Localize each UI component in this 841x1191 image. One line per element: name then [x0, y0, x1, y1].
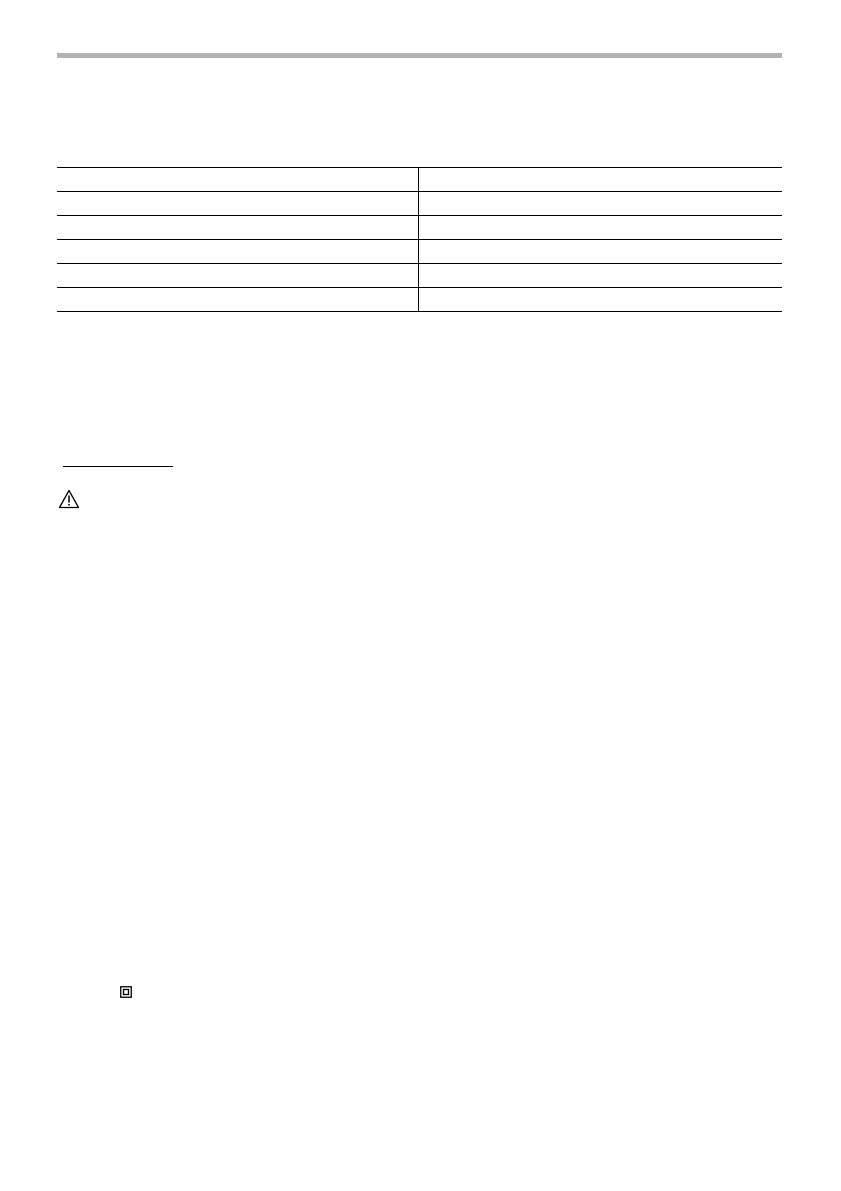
table-cell	[419, 168, 783, 192]
specification-table	[57, 167, 782, 312]
header-rule	[57, 53, 782, 58]
table-cell	[419, 264, 783, 288]
table-row	[57, 168, 782, 192]
table-row	[57, 216, 782, 240]
table-cell	[57, 288, 419, 312]
table-row	[57, 264, 782, 288]
double-insulation-icon	[120, 986, 132, 998]
section-heading-underline	[63, 466, 173, 467]
table-cell	[57, 264, 419, 288]
warning-triangle-icon	[58, 489, 80, 509]
table-cell	[419, 216, 783, 240]
table-cell	[57, 240, 419, 264]
table-cell	[419, 240, 783, 264]
table-row	[57, 192, 782, 216]
table-row	[57, 288, 782, 312]
table-row	[57, 240, 782, 264]
table-cell	[57, 192, 419, 216]
table-cell	[419, 192, 783, 216]
table-cell	[419, 288, 783, 312]
table-cell	[57, 168, 419, 192]
table-cell	[57, 216, 419, 240]
